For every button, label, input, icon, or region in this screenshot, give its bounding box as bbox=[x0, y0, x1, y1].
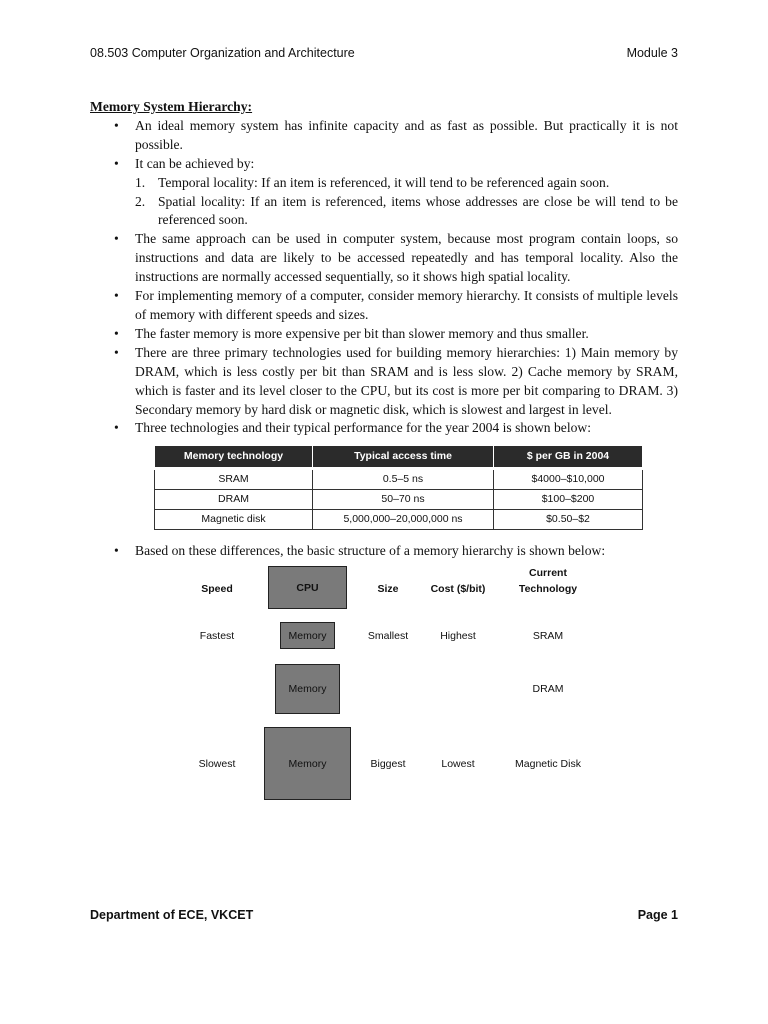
cost-label-highest: Highest bbox=[440, 630, 476, 642]
bullet-list bbox=[90, 117, 678, 438]
column-header-technology-line2: Technology bbox=[518, 583, 578, 595]
memory-box-label: Memory bbox=[288, 629, 327, 642]
column-header-cost: Cost ($/bit) bbox=[430, 583, 486, 595]
bullet-ideal-memory: • An ideal memory system has infinite capacity and as fast as possible. But practically it is not possible. bbox=[90, 117, 678, 155]
numbered-item-spatial bbox=[135, 193, 678, 231]
table-cell: DRAM bbox=[155, 490, 313, 510]
table-cell: $4000–$10,000 bbox=[494, 469, 643, 490]
speed-label-slowest: Slowest bbox=[198, 758, 236, 770]
bullet-same-approach: • The same approach can be used in computer system, because most program contain loops, so instructions and data are likely to be accessed repeatedly and has temporal locality. Also the instructions are normally accessed sequentially, so it shows high spatial locality. bbox=[90, 230, 678, 287]
memory-box-level3 bbox=[264, 727, 351, 800]
page-header-module: Module 3 bbox=[626, 46, 678, 60]
table-header: $ per GB in 2004 bbox=[494, 446, 643, 469]
table-header-row bbox=[155, 446, 643, 469]
table-row bbox=[155, 510, 643, 530]
table-header: Memory technology bbox=[155, 446, 313, 469]
bullet-three-technologies: • There are three primary technologies used for building memory hierarchies: 1) Main memory by DRAM, which is less costly per bit than SRAM and is less slow. 2) Cache memory by SRAM, which is faster and its level closer to the CPU, but its cost is more per bit comparing to DRAM. 3) Secondary memory by hard disk or magnetic disk, which is slowest and largest in level. bbox=[90, 344, 678, 420]
item-text: Spatial locality: If an item is referenced, items whose addresses are close be will tend to be referenced soon. bbox=[158, 193, 678, 228]
table-cell: Magnetic disk bbox=[155, 510, 313, 530]
item-number: 1. bbox=[135, 174, 146, 190]
speed-label-fastest: Fastest bbox=[199, 630, 235, 642]
memory-box-label: Memory bbox=[288, 683, 327, 695]
table-cell: 50–70 ns bbox=[313, 490, 494, 510]
page-footer-department: Department of ECE, VKCET bbox=[90, 908, 254, 922]
cost-label-lowest: Lowest bbox=[441, 758, 475, 770]
memory-box-level2 bbox=[275, 664, 340, 714]
bullet-list-2 bbox=[90, 542, 678, 561]
table-cell: $0.50–$2 bbox=[494, 510, 643, 530]
table-cell: $100–$200 bbox=[494, 490, 643, 510]
technology-label-dram: DRAM bbox=[532, 683, 564, 695]
numbered-item-temporal bbox=[135, 174, 678, 193]
column-header-size: Size bbox=[377, 583, 399, 595]
size-label-biggest: Biggest bbox=[370, 758, 406, 770]
table-row bbox=[155, 490, 643, 510]
memory-box-label: Memory bbox=[288, 757, 327, 770]
memory-technology-table bbox=[154, 445, 643, 530]
page-header-title: 08.503 Computer Organization and Architecture bbox=[90, 46, 355, 60]
memory-box-level1 bbox=[280, 622, 335, 649]
document-body bbox=[90, 98, 678, 561]
numbered-list bbox=[135, 174, 678, 231]
bullet-implementing-memory: • For implementing memory of a computer, consider memory hierarchy. It consists of multiple levels of memory with different speeds and sizes. bbox=[90, 287, 678, 325]
bullet-text: It can be achieved by: bbox=[135, 155, 255, 171]
cpu-box bbox=[268, 566, 347, 609]
size-label-smallest: Smallest bbox=[367, 630, 409, 642]
bullet-faster-memory: • The faster memory is more expensive per bit than slower memory and thus smaller. bbox=[90, 325, 678, 344]
technology-label-sram: SRAM bbox=[532, 630, 564, 642]
table-header: Typical access time bbox=[313, 446, 494, 469]
page-footer-page-number: Page 1 bbox=[637, 908, 678, 922]
bullet-achieved-by bbox=[90, 155, 678, 231]
table-row bbox=[155, 469, 643, 490]
column-header-technology-line1: Current bbox=[529, 567, 567, 579]
cpu-label: CPU bbox=[296, 581, 319, 594]
column-header-speed: Speed bbox=[201, 583, 233, 595]
bullet-performance-2004: • Three technologies and their typical performance for the year 2004 is shown below: bbox=[90, 419, 678, 438]
table-cell: 0.5–5 ns bbox=[313, 469, 494, 490]
item-number: 2. bbox=[135, 193, 146, 209]
item-text: Temporal locality: If an item is referenced, it will tend to be referenced again soon. bbox=[158, 174, 610, 190]
section-title: Memory System Hierarchy: bbox=[90, 99, 253, 114]
table-cell: 5,000,000–20,000,000 ns bbox=[313, 510, 494, 530]
technology-label-magnetic-disk: Magnetic Disk bbox=[515, 758, 581, 770]
bullet-basic-structure: • Based on these differences, the basic structure of a memory hierarchy is shown below: bbox=[90, 542, 678, 561]
table-cell: SRAM bbox=[155, 469, 313, 490]
